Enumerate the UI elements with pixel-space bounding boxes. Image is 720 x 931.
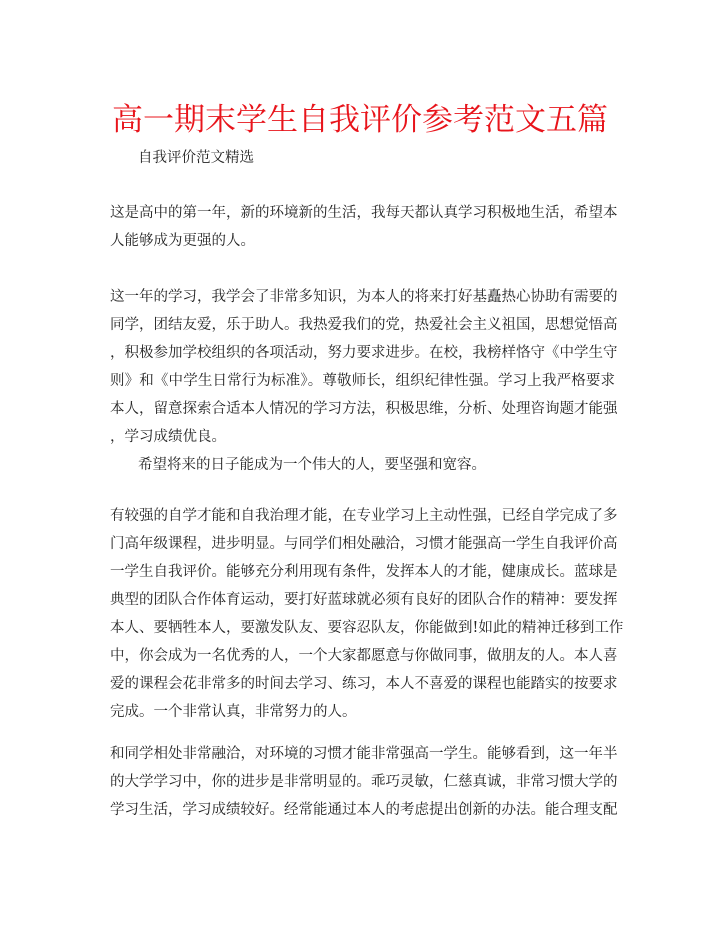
text-line: 同学，团结友爱，乐于助人。我热爱我们的党，热爱社会主义祖国，思想觉悟高 <box>110 317 618 333</box>
paragraph-2 <box>110 283 618 451</box>
text-line: 人能够成为更强的人。 <box>110 233 255 249</box>
text-line: 本人，留意探索合适本人情况的学习方法，积极思维，分析、处理咨询题才能强 <box>110 401 618 417</box>
text-line: 完成。一个非常认真，非常努力的人。 <box>110 704 357 720</box>
paragraph-1 <box>110 199 618 255</box>
text-line: 的大学学习中，你的进步是非常明显的。乖巧灵敏，仁慈真诚，非常习惯大学的 <box>110 774 618 790</box>
text-line: ，学习成绩优良。 <box>110 429 226 445</box>
paragraph-3 <box>110 451 615 479</box>
text-line: 中，你会成为一名优秀的人，一个大家都愿意与你做同事，做朋友的人。本人喜 <box>110 648 618 664</box>
text-line: 则》和《中学生日常行为标准》。尊敬师长，组织纪律性强。学习上我严格要求 <box>110 373 615 389</box>
paragraph-4 <box>110 502 624 726</box>
text-line: 典型的团队合作体育运动，要打好蓝球就必须有良好的团队合作的精神：要发挥 <box>110 592 618 608</box>
text-line: 一学生自我评价。能够充分利用现有条件，发挥本人的才能，健康成长。蓝球是 <box>110 564 618 580</box>
document-subtitle: 自我评价范文精选 <box>138 150 254 166</box>
text-line: 门高年级课程，进步明显。与同学们相处融洽，习惯才能强高一学生自我评价高 <box>110 536 618 552</box>
text-line: 有较强的自学才能和自我治理才能，在专业学习上主动性强，已经自学完成了多 <box>110 508 618 524</box>
text-line: 学习生活，学习成绩较好。经常能通过本人的考虑提出创新的办法。能合理支配 <box>110 802 618 818</box>
text-line: 这是高中的第一年，新的环境新的生活，我每天都认真学习积极地生活，希望本 <box>110 205 618 221</box>
text-line: 爱的课程会花非常多的时间去学习、练习，本人不喜爱的课程也能踏实的按要求 <box>110 676 618 692</box>
document-title: 高一期末学生自我评价参考范文五篇 <box>112 102 608 138</box>
text-line: 这一年的学习，我学会了非常多知识，为本人的将来打好基矗热心协助有需要的 <box>110 289 618 305</box>
paragraph-5 <box>110 740 618 824</box>
text-line: 希望将来的日子能成为一个伟大的人，要坚强和宽容。 <box>138 457 486 473</box>
text-line: 和同学相处非常融洽，对环境的习惯才能非常强高一学生。能够看到，这一年半 <box>110 746 618 762</box>
text-line: 本人、要牺牲本人，要激发队友、要容忍队友，你能做到!如此的精神迁移到工作 <box>110 620 624 636</box>
text-line: ，积极参加学校组织的各项活动，努力要求进步。在校，我榜样恪守《中学生守 <box>110 345 618 361</box>
